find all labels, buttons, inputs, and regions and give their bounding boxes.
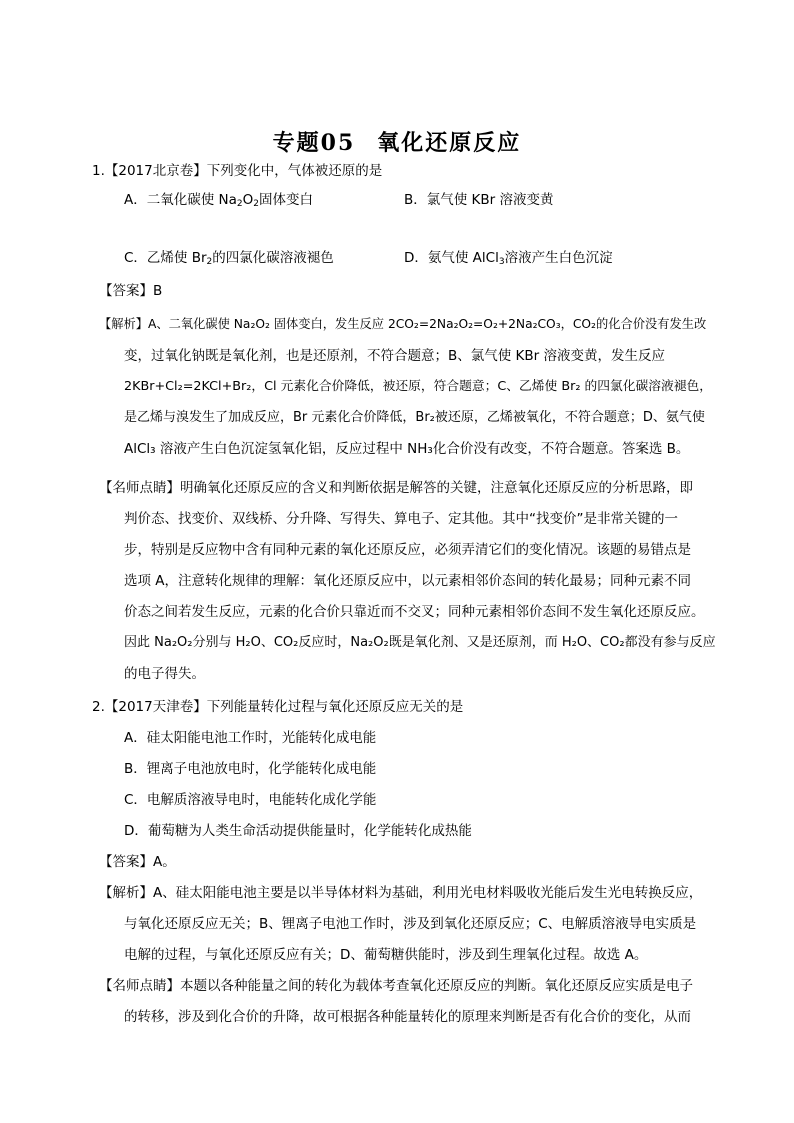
q1-tips-line: 价态之间若发生反应，元素的化合价只靠近而不交叉；同种元素相邻价态间不发生氧化还原反应。 [124,604,705,620]
q1-tips-line: 因此 Na₂O₂分别与 H₂O、CO₂反应时，Na₂O₂既是氧化剂、又是还原剂，而 H₂O、CO₂都没有参与反应 [124,635,716,650]
q1-option-b: B．氯气使 KBr 溶液变黄 [404,192,554,208]
q1-tips-line: 选项 A，注意转化规律的理解：氧化还原反应中，以元素相邻价态间的转化最易；同种元素不同 [124,573,692,589]
q2-analysis-line: 电解的过程，与氧化还原反应有关；D、葡萄糖供能时，涉及到生理氧化过程。故选 A。 [124,947,648,963]
q2-tips-line: 的转移，涉及到化合价的升降，故可根据各种能量转化的原理来判断是否有化合价的变化，从而 [124,1009,691,1025]
q1-tips-line: 步，特别是反应物中含有同种元素的氧化还原反应，必须弄清它们的变化情况。该题的易错点是 [124,542,691,558]
q1-tips-line: 的电子得失。 [124,666,205,682]
title-topic-number: 专题05 [272,130,356,156]
q2-option-d: D．葡萄糖为人类生命活动提供能量时，化学能转化成热能 [124,823,472,839]
q1-option-c: C．乙烯使 $Br_2$的四氯化碳溶液褪色 [124,250,334,267]
q1-analysis-line: 变，过氧化钠既是氧化剂，也是还原剂，不符合题意；B、氯气使 KBr 溶液变黄，发生反应 [124,348,666,364]
q1-analysis-line: 2KBr+Cl₂=2KCl+Br₂，Cl 元素化合价降低，被还原，符合题意；C、乙烯使 Br₂ 的四氯化碳溶液褪色， [124,379,712,394]
q1-stem: 1.【2017北京卷】下列变化中，气体被还原的是 [92,163,383,179]
q1-tips-line: 【名师点睛】明确氧化还原反应的含义和判断依据是解答的关键，注意氧化还原反应的分析思路，即 [99,480,693,496]
q1-tips-line: 判价态、找变价、双线桥、分升降、写得失、算电子、定其他。其中“找变价”是非常关键的一 [124,511,678,527]
q2-tips-line: 【名师点睛】本题以各种能量之间的转化为载体考查氧化还原反应的判断。氧化还原反应实质是电子 [99,978,693,994]
q1-analysis-line: 是乙烯与溴发生了加成反应，Br 元素化合价降低，Br₂被还原，乙烯被氧化，不符合题意；D、氨气使 [124,410,705,425]
q2-analysis-line: 【解析】A、硅太阳能电池主要是以半导体材料为基础，利用光电材料吸收光能后发生光电转换反应， [99,885,703,901]
q1-answer: 【答案】B [99,283,163,299]
q1-option-d: D．氨气使 AlCl$_3$溶液产生白色沉淀 [404,250,613,267]
page-title [0,126,794,157]
q2-analysis-line: 与氧化还原反应无关；B、锂离子电池工作时，涉及到氧化还原反应；C、电解质溶液导电实质是 [124,916,697,932]
q1-analysis-line: 【解析】A、二氧化碳使 Na₂O₂ 固体变白，发生反应 2CO₂=2Na₂O₂=O₂+2Na₂CO₃，CO₂的化合价没有发生改 [99,317,707,331]
q2-stem: 2.【2017天津卷】下列能量转化过程与氧化还原反应无关的是 [92,699,464,715]
q2-answer: 【答案】A。 [99,854,176,870]
q2-option-c: C．电解质溶液导电时，电能转化成化学能 [124,792,377,808]
q2-option-b: B．锂离子电池放电时，化学能转化成电能 [124,761,377,777]
title-topic-name: 氧化还原反应 [377,130,522,156]
q1-analysis-line: AlCl₃ 溶液产生白色沉淀氢氧化铝，反应过程中 NH₃化合价没有改变，不符合题意。答案选 B。 [124,441,690,457]
q1-option-a: A．二氧化碳使 $Na_2O_2$固体变白 [124,192,314,209]
q2-option-a: A．硅太阳能电池工作时，光能转化成电能 [124,730,377,746]
